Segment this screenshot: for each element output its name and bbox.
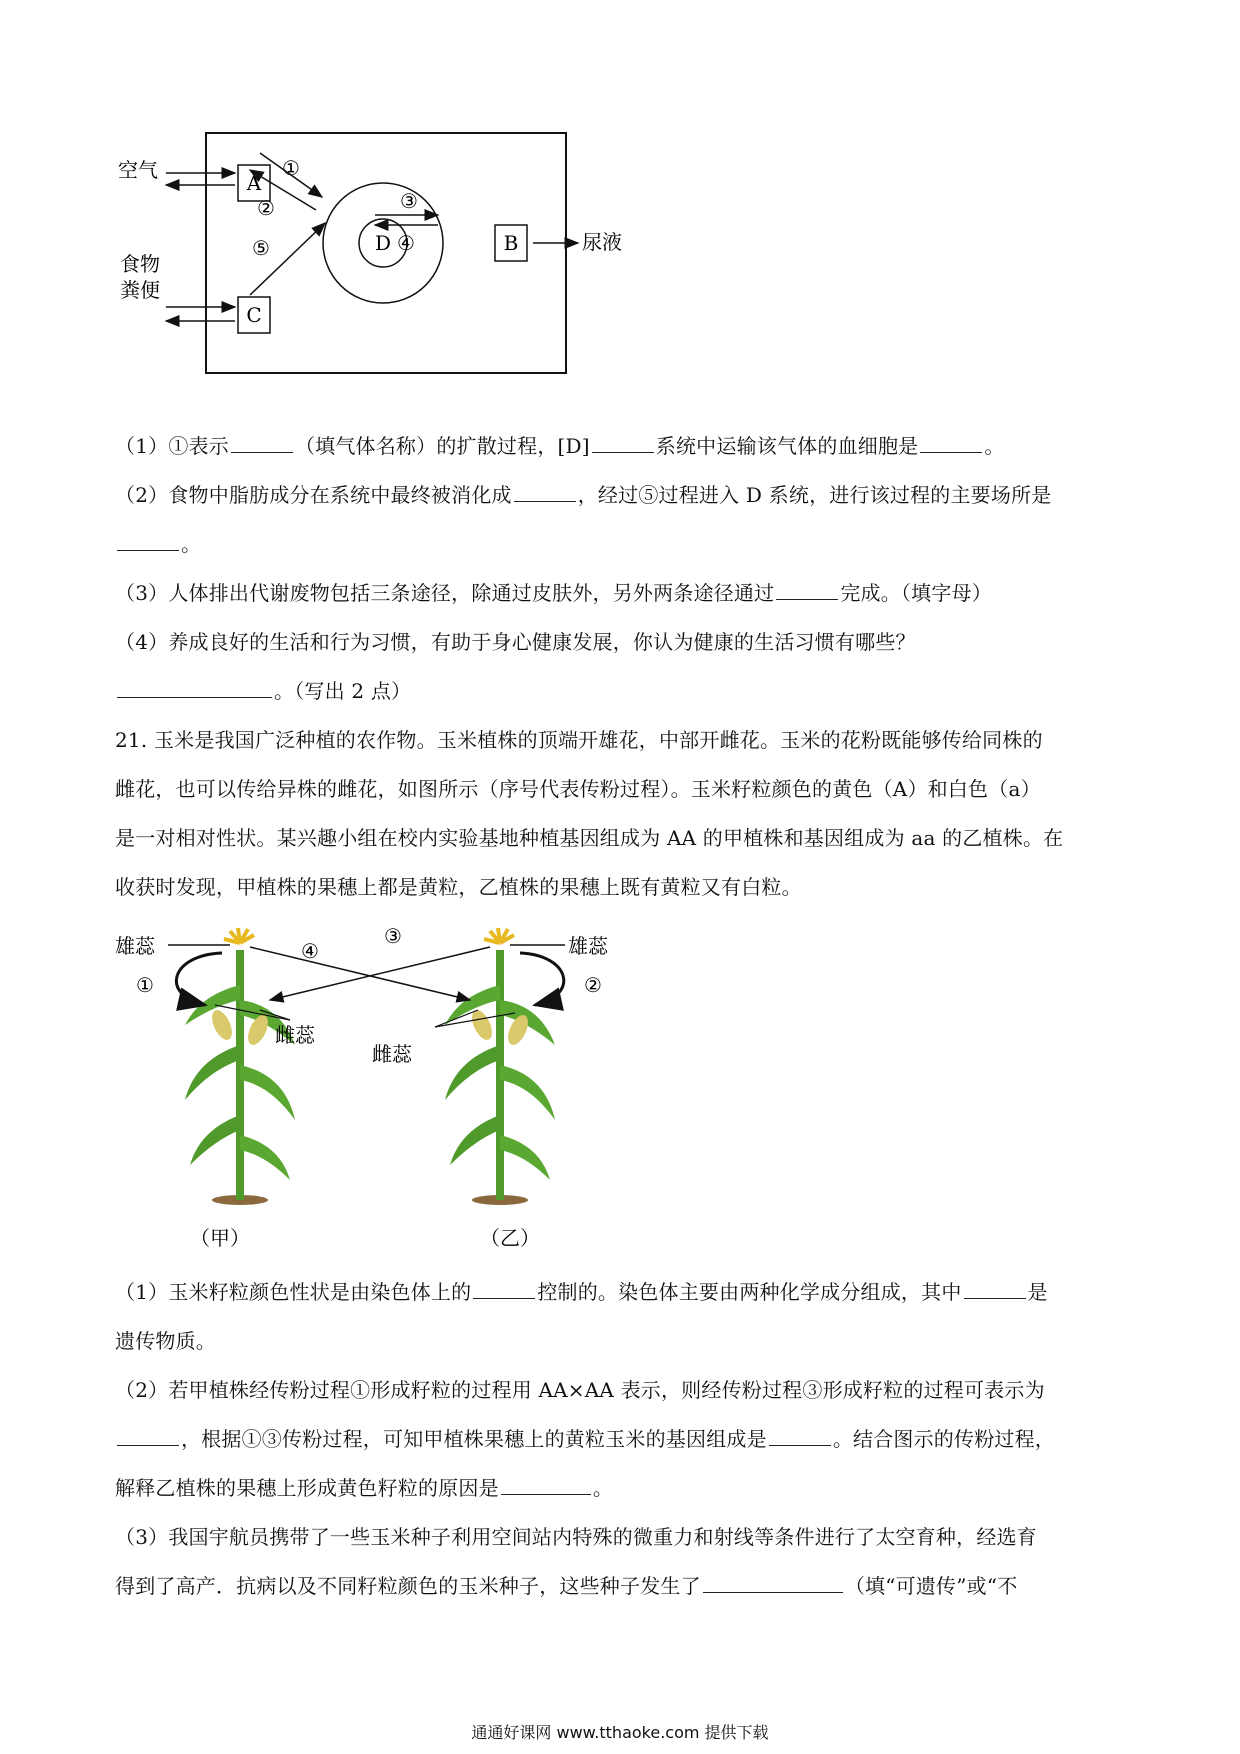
label-feces: 粪便 bbox=[120, 278, 160, 302]
label-food: 食物 bbox=[120, 252, 160, 276]
q20-part4-cont: 。（写出 2 点） bbox=[115, 677, 411, 705]
q20-part4: （4）养成良好的生活和行为习惯，有助于身心健康发展，你认为健康的生活习惯有哪些？ bbox=[115, 630, 916, 654]
q21-part2: （2）若甲植株经传粉过程①形成籽粒的过程用 AA×AA 表示，则经传粉过程③形成籽粒的过程可表示为 bbox=[115, 1378, 1045, 1402]
q21-part1: （1）玉米籽粒颜色性状是由染色体上的 控制的。染色体主要由两种化学成分组成，其中 是 bbox=[115, 1280, 1048, 1304]
q21-intro-line3: 是一对相对性状。某兴趣小组在校内实验基地种植基因组成为 AA 的甲植株和基因组成为 aa 的乙植株。在 bbox=[115, 826, 1064, 850]
pistil-label-left: 雌蕊 bbox=[275, 1023, 315, 1047]
q21-intro-line1: 21. 玉米是我国广泛种植的农作物。玉米植株的顶端开雄花，中部开雌花。玉米的花粉既能够传给同株的 bbox=[115, 728, 1043, 752]
step-5-label: ⑤ bbox=[252, 236, 270, 260]
circle-d-label: D bbox=[374, 231, 392, 255]
step-3-label: ③ bbox=[400, 189, 418, 213]
q20-part3: （3）人体排出代谢废物包括三条途径，除通过皮肤外，另外两条途径通过 完成。（填字母） bbox=[115, 581, 992, 605]
q20-part1: （1）①表示 （填气体名称）的扩散过程，[D] 系统中运输该气体的血细胞是 。 bbox=[115, 434, 1005, 458]
step-4-label: ④ bbox=[397, 231, 415, 255]
q21-intro-line2: 雌花，也可以传给异株的雌花，如图所示（序号代表传粉过程）。玉米籽粒颜色的黄色（A）和白色（a） bbox=[115, 777, 1041, 801]
q21-part3: （3）我国宇航员携带了一些玉米种子利用空间站内特殊的微重力和射线等条件进行了太空育种，经选育 bbox=[115, 1525, 1037, 1549]
pollination-1-label: ① bbox=[136, 973, 154, 997]
stamen-label-left: 雄蕊 bbox=[115, 934, 155, 958]
step-1-label: ① bbox=[282, 156, 300, 180]
body-systems-diagram bbox=[110, 125, 670, 385]
corn-plant-yi bbox=[445, 928, 555, 1200]
pollination-2-label: ② bbox=[584, 973, 602, 997]
pollination-4-label: ④ bbox=[301, 939, 319, 963]
q21-intro-line4: 收获时发现，甲植株的果穗上都是黄粒，乙植株的果穗上既有黄粒又有白粒。 bbox=[115, 875, 802, 899]
corn-pollination-diagram bbox=[110, 925, 670, 1250]
pollination-3-label: ③ bbox=[384, 925, 402, 948]
q21-part3-cont: 得到了高产．抗病以及不同籽粒颜色的玉米种子，这些种子发生了 （填“可遗传”或“不 bbox=[115, 1574, 1018, 1598]
label-air: 空气 bbox=[118, 158, 158, 182]
q20-part2-cont: 。 bbox=[115, 530, 201, 558]
corn-plant-jia bbox=[185, 928, 295, 1200]
stamen-label-right: 雄蕊 bbox=[568, 934, 608, 958]
q20-part2: （2）食物中脂肪成分在系统中最终被消化成 ，经过⑤过程进入 D 系统，进行该过程的主要场所是 bbox=[115, 483, 1052, 507]
footer-source: 通通好课网 www.tthaoke.com 提供下载 bbox=[471, 1723, 769, 1742]
label-urine: 尿液 bbox=[582, 230, 622, 254]
box-a-label: A bbox=[246, 171, 262, 195]
plant-jia-label: （甲） bbox=[190, 1226, 250, 1250]
step-2-label: ② bbox=[257, 196, 275, 220]
box-b-label: B bbox=[503, 231, 519, 255]
pistil-label-right: 雌蕊 bbox=[372, 1042, 412, 1066]
box-c-label: C bbox=[246, 303, 262, 327]
q21-part2-cont: ，根据①③传粉过程，可知甲植株果穗上的黄粒玉米的基因组成是 。结合图示的传粉过程， bbox=[115, 1425, 1055, 1453]
plant-yi-label: （乙） bbox=[480, 1226, 540, 1250]
q21-part1-cont: 遗传物质。 bbox=[115, 1329, 216, 1353]
q21-part2-cont2: 解释乙植株的果穗上形成黄色籽粒的原因是 。 bbox=[115, 1476, 614, 1500]
